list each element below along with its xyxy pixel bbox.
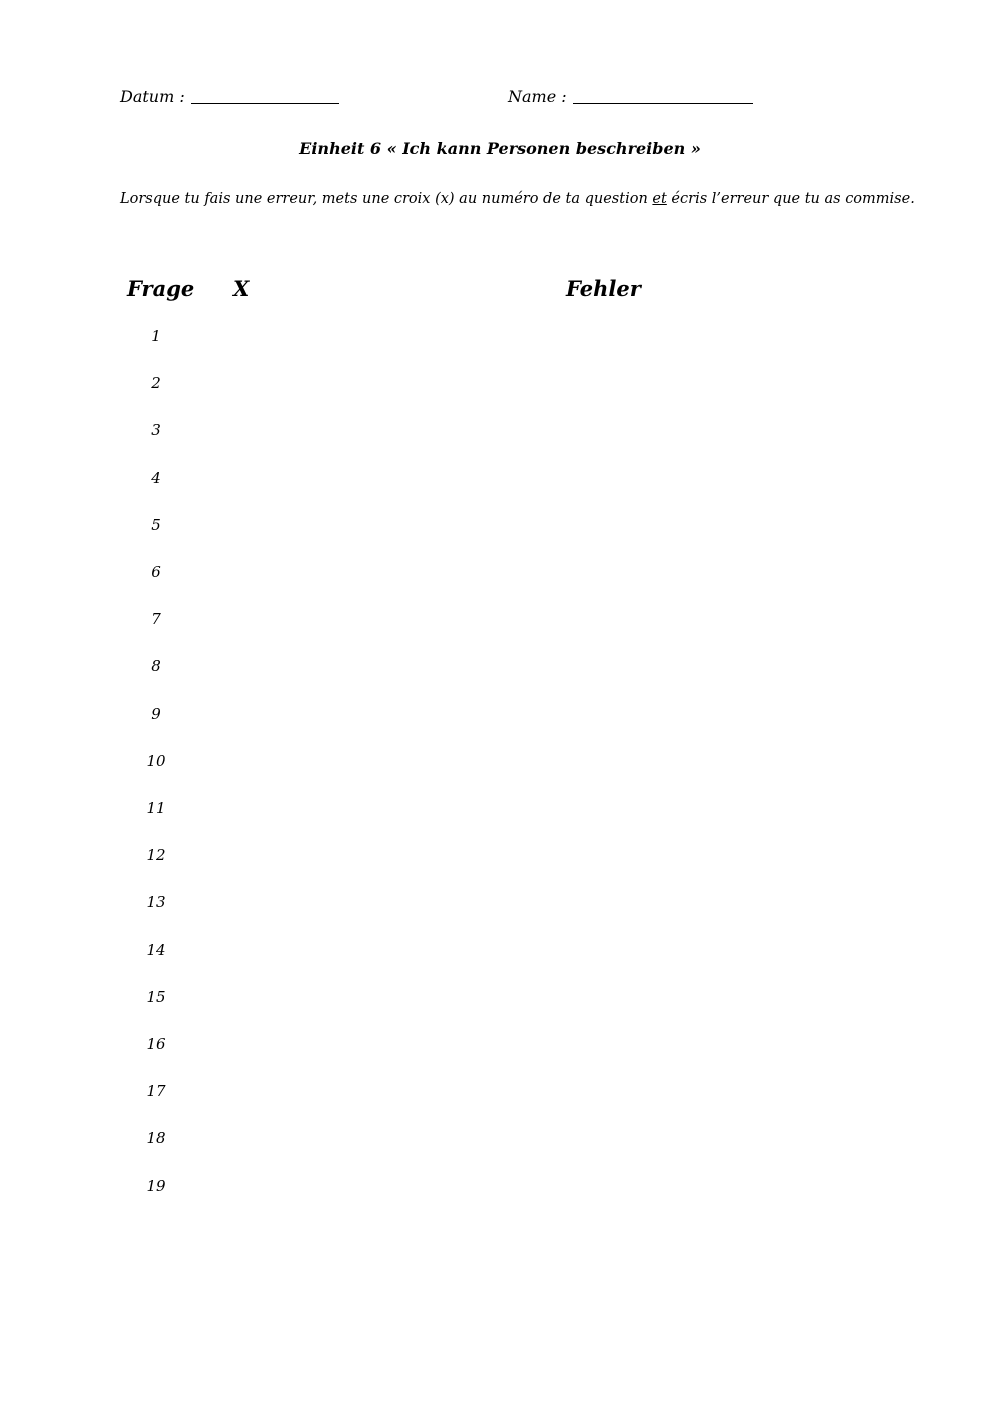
question-number: 15 (146, 987, 166, 1006)
question-number: 14 (146, 940, 166, 959)
name-field (508, 87, 753, 106)
instruction-part-2: écris l’erreur que tu as commise. (666, 191, 915, 207)
question-number: 11 (146, 799, 166, 817)
question-number: 7 (151, 610, 161, 629)
date-label: Datum : (120, 87, 185, 106)
instruction-part-1: Lorsque tu fais une erreur, mets une croix (x) au numéro de ta question (120, 191, 653, 207)
question-number: 3 (151, 421, 161, 440)
question-number: 19 (146, 1176, 166, 1195)
column-header-frage: Frage (127, 276, 195, 301)
name-label: Name : (508, 87, 567, 106)
date-field (120, 87, 339, 106)
question-number: 8 (151, 657, 161, 676)
date-blank-line (191, 102, 339, 104)
instruction-underlined-word: et (652, 191, 667, 207)
question-number: 6 (151, 563, 161, 581)
question-number: 4 (151, 468, 161, 487)
name-blank-line (573, 102, 753, 104)
question-number: 16 (146, 1035, 166, 1053)
question-number: 10 (146, 751, 166, 770)
instruction-text (120, 191, 915, 207)
question-number: 5 (151, 515, 161, 534)
question-number: 1 (151, 327, 161, 345)
column-header-fehler: Fehler (566, 276, 641, 301)
question-number: 12 (146, 846, 166, 865)
question-number: 18 (146, 1129, 166, 1148)
question-number: 13 (146, 893, 166, 912)
question-number: 2 (151, 374, 161, 393)
question-number: 17 (146, 1082, 166, 1101)
question-number: 9 (151, 704, 161, 723)
column-header-x: X (233, 276, 250, 301)
worksheet-title: Einheit 6 « Ich kann Personen beschreiben » (299, 139, 701, 158)
